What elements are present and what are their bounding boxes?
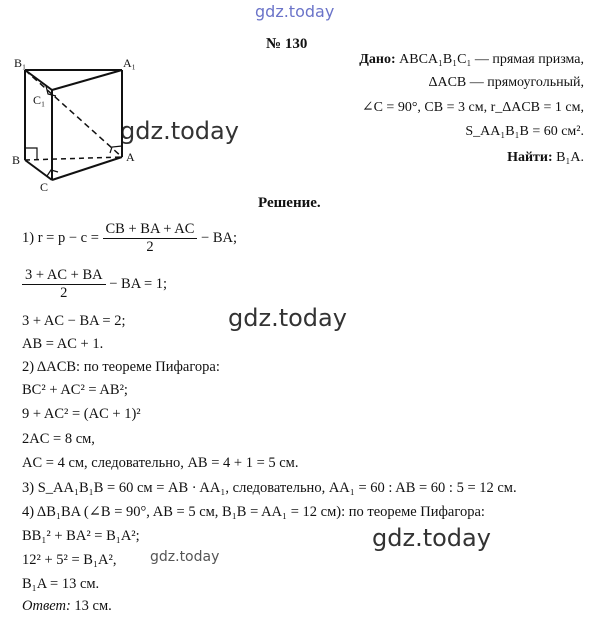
solution-step-1b <box>22 267 167 302</box>
vertex-label-b1: B₁ <box>14 56 27 70</box>
given-text: ABCA₁B₁C₁ — прямая призма, <box>399 52 584 67</box>
given-label: Дано: <box>359 52 396 67</box>
watermark: gdz.today <box>228 304 347 332</box>
problem-number: № 130 <box>266 36 308 52</box>
given-line-2: ΔACB — прямоугольный, <box>428 75 584 90</box>
fraction-denominator: 2 <box>60 285 68 301</box>
answer-value: 13 см. <box>74 598 112 614</box>
solution-line: AC = 4 см, следовательно, AB = 4 + 1 = 5 см. <box>22 455 299 471</box>
solution-line: B₁A = 13 см. <box>22 576 100 592</box>
right-angle-b <box>25 148 37 160</box>
solution-step-1 <box>22 221 237 256</box>
vertex-label-a1: A₁ <box>123 56 136 70</box>
formula-suffix: − BA; <box>201 229 238 246</box>
given-line-4: S_AA₁B₁B = 60 см². <box>465 124 584 139</box>
solution-line: 2) ΔACB: по теореме Пифагора: <box>22 359 220 375</box>
answer-label: Ответ: <box>22 598 71 614</box>
vertex-label-b: B <box>12 153 21 167</box>
solution-line: 2AC = 8 см, <box>22 431 95 447</box>
find-text: B₁A. <box>556 150 584 165</box>
given-line-3: ∠C = 90°, CB = 3 см, r_ΔACB = 1 см, <box>361 100 584 115</box>
fraction-numerator: CB + BA + AC <box>103 221 198 239</box>
solution-line: AB = AC + 1. <box>22 336 104 352</box>
fraction <box>103 221 198 256</box>
find-line <box>507 150 584 166</box>
answer-line <box>22 598 112 615</box>
fraction-numerator: 3 + AC + BA <box>22 267 106 285</box>
fraction <box>22 267 106 302</box>
solution-line: 12² + 5² = B₁A², <box>22 552 117 568</box>
solution-line: 3) S_AA₁B₁B = 60 см = AB · AA₁, следовательно, AA₁ = 60 : AB = 60 : 5 = 12 см. <box>22 480 517 496</box>
edge-b-a-hidden <box>25 157 122 160</box>
given-line-1 <box>359 52 584 68</box>
edge-c1-a1 <box>52 70 122 90</box>
watermark-top: gdz.today <box>255 2 335 21</box>
vertex-label-c: C <box>40 180 49 194</box>
watermark: gdz.today <box>150 549 220 565</box>
solution-line: 4) ΔB₁BA (∠B = 90°, AB = 5 см, B₁B = AA₁ = 12 см): по теореме Пифагора: <box>22 504 485 520</box>
vertex-label-c1: C₁ <box>33 93 46 107</box>
watermark: gdz.today <box>372 524 491 552</box>
watermark: gdz.today <box>120 117 239 145</box>
vertex-label-a: A <box>126 150 135 164</box>
solution-line: BC² + AC² = AB²; <box>22 382 128 398</box>
edge-c-a <box>52 157 122 180</box>
solution-title: Решение. <box>258 195 321 211</box>
solution-line: 9 + AC² = (AC + 1)² <box>22 406 141 422</box>
prism-diagram <box>0 0 200 200</box>
solution-line: 3 + AC − BA = 2; <box>22 313 126 329</box>
formula-suffix: − BA = 1; <box>109 275 168 292</box>
formula-prefix: 1) r = p − c = <box>22 229 99 246</box>
find-label: Найти: <box>507 150 553 165</box>
edge-b-c <box>25 160 52 180</box>
fraction-denominator: 2 <box>146 239 154 255</box>
solution-line: BB₁² + BA² = B₁A²; <box>22 528 140 544</box>
